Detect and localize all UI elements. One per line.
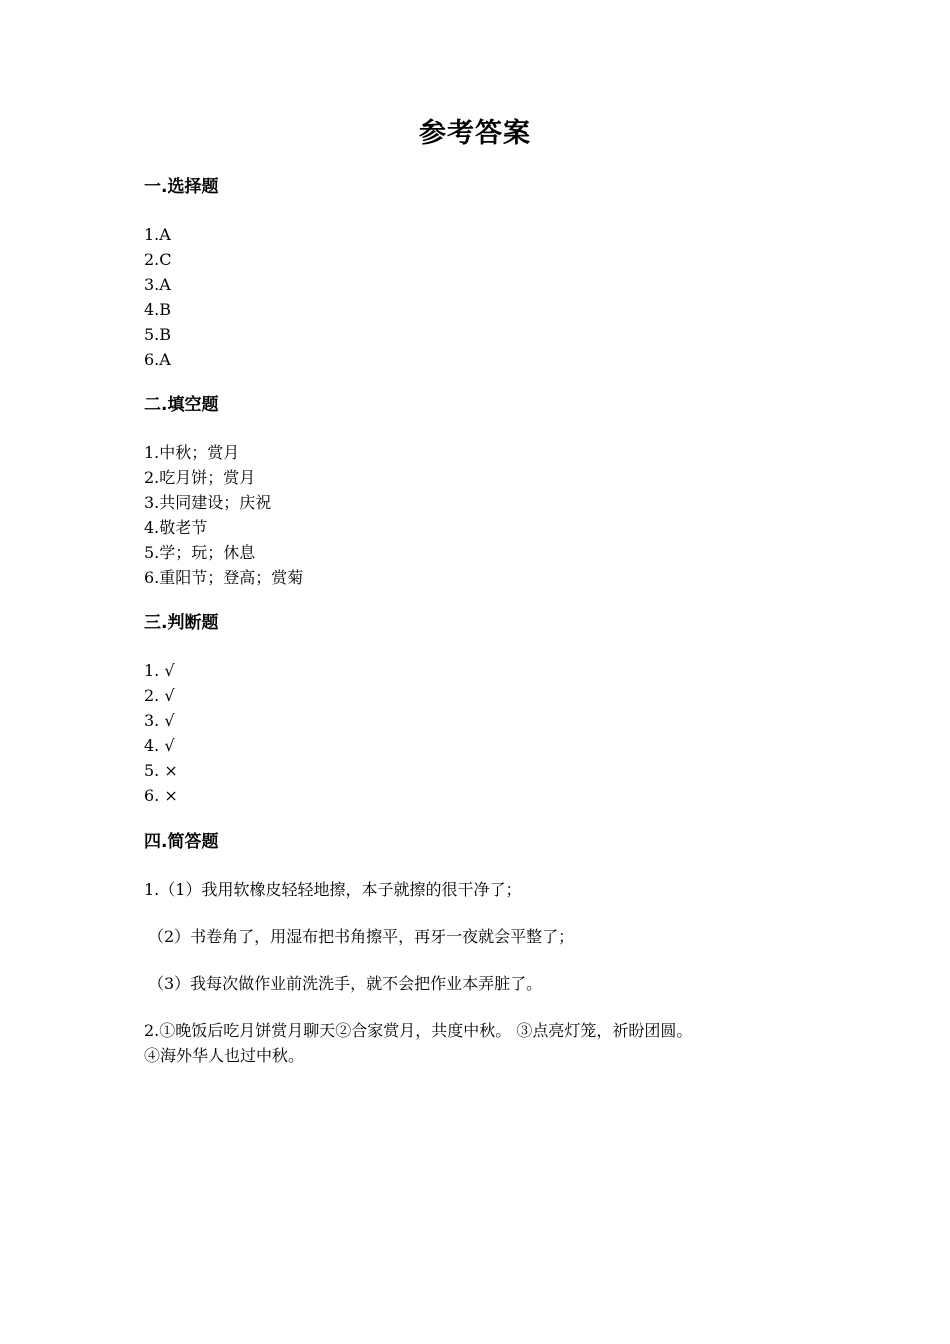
answer-item: 4.敬老节 <box>144 518 208 537</box>
answer-item: 2.吃月饼；赏月 <box>144 468 256 487</box>
answer-list <box>144 658 824 808</box>
answer-item: 5.学；玩；休息 <box>144 543 256 562</box>
section-heading: 一.选择题 <box>144 177 219 197</box>
section-heading: 四.简答题 <box>144 832 219 852</box>
answer-item: 1.中秋；赏月 <box>144 443 240 462</box>
answer-item: 6. × <box>144 786 178 805</box>
answer-item: 5. × <box>144 761 178 780</box>
answer-paragraph <box>144 1018 824 1068</box>
answer-item: 1. √ <box>144 661 175 680</box>
page-title: 参考答案 <box>419 118 531 149</box>
section-short-answer <box>144 830 824 1068</box>
answer-item: 4. √ <box>144 736 175 755</box>
answer-item: 3.A <box>144 275 171 294</box>
section-heading: 三.判断题 <box>144 613 219 633</box>
answer-list <box>144 440 824 590</box>
answer-paragraph: （3）我每次做作业前洗洗手，就不会把作业本弄脏了。 <box>148 974 543 993</box>
answer-item: 2.C <box>144 250 172 269</box>
section-judge <box>144 611 824 808</box>
answer-list <box>144 222 824 372</box>
section-fill <box>144 393 824 590</box>
answer-item: 3. √ <box>144 711 175 730</box>
answer-item: 5.B <box>144 325 172 344</box>
section-heading: 二.填空题 <box>144 395 219 415</box>
answer-line: 2.①晚饭后吃月饼赏月聊天②合家赏月，共度中秋。 ③点亮灯笼，祈盼团圆。 <box>144 1021 693 1040</box>
answer-item: 6.A <box>144 350 171 369</box>
answer-paragraphs <box>144 877 824 1068</box>
answer-paragraph: （2）书卷角了，用湿布把书角擦平，再牙一夜就会平整了； <box>148 927 575 946</box>
section-choice <box>144 175 824 372</box>
answer-item: 1.A <box>144 225 171 244</box>
answer-item: 6.重阳节；登高；赏菊 <box>144 568 304 587</box>
answer-item: 2. √ <box>144 686 175 705</box>
answer-item: 3.共同建设；庆祝 <box>144 493 272 512</box>
answer-line: ④海外华人也过中秋。 <box>144 1046 305 1065</box>
answer-item: 4.B <box>144 300 172 319</box>
answer-paragraph: 1.（1）我用软橡皮轻轻地擦，本子就擦的很干净了； <box>144 880 522 899</box>
